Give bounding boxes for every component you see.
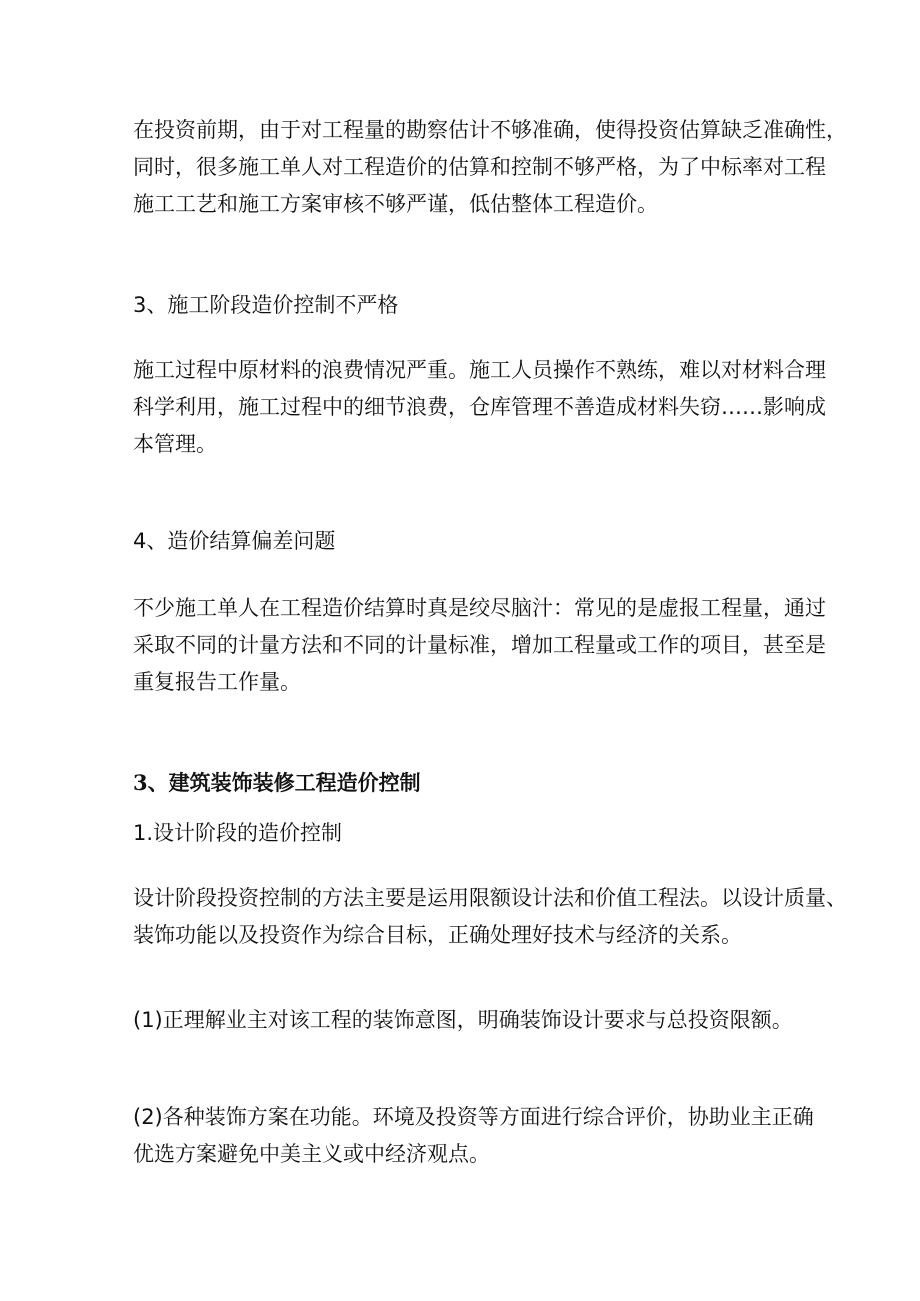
text-line: 采取不同的计量方法和不同的计量标准，增加工程量或工作的项目，甚至是 <box>133 633 826 657</box>
section-heading-decoration-cost: 3、建筑装饰装修工程造价控制 <box>133 770 421 795</box>
paragraph-material-waste <box>133 352 826 463</box>
paragraph-settlement-tricks <box>133 590 826 701</box>
paragraph-design-control <box>133 880 847 954</box>
text-line: 施工过程中原材料的浪费情况严重。施工人员操作不熟练，难以对材料合理 <box>133 358 826 382</box>
list-item-1: (1)正理解业主对该工程的装饰意图，明确装饰设计要求与总投资限额。 <box>133 1008 793 1032</box>
text-line: 优选方案避免中美主义或中经济观点。 <box>133 1142 490 1166</box>
text-line: 设计阶段投资控制的方法主要是运用限额设计法和价值工程法。以设计质量、 <box>133 886 847 910</box>
text-line: 同时，很多施工单人对工程造价的估算和控制不够严格，为了中标率对工程 <box>133 155 826 179</box>
heading-settlement-deviation: 4、造价结算偏差问题 <box>133 529 336 553</box>
subheading-design-stage: 1.设计阶段的造价控制 <box>133 821 343 845</box>
list-item-2 <box>133 1099 814 1173</box>
text-line: (2)各种装饰方案在功能。环境及投资等方面进行综合评价，协助业主正确 <box>133 1105 814 1129</box>
paragraph-investment-estimate <box>133 112 847 223</box>
text-line: 在投资前期，由于对工程量的勘察估计不够准确，使得投资估算缺乏准确性， <box>133 118 847 142</box>
text-line: 不少施工单人在工程造价结算时真是绞尽脑汁：常见的是虚报工程量，通过 <box>133 596 826 620</box>
text-line: 重复报告工作量。 <box>133 670 301 694</box>
text-line: 施工工艺和施工方案审核不够严谨，低估整体工程造价。 <box>133 192 658 216</box>
text-line: 装饰功能以及投资作为综合目标，正确处理好技术与经济的关系。 <box>133 923 742 947</box>
text-line: 科学利用，施工过程中的细节浪费，仓库管理不善造成材料失窃……影响成 <box>133 395 826 419</box>
text-line: 本管理。 <box>133 432 217 456</box>
heading-construction-stage: 3、施工阶段造价控制不严格 <box>133 293 399 317</box>
